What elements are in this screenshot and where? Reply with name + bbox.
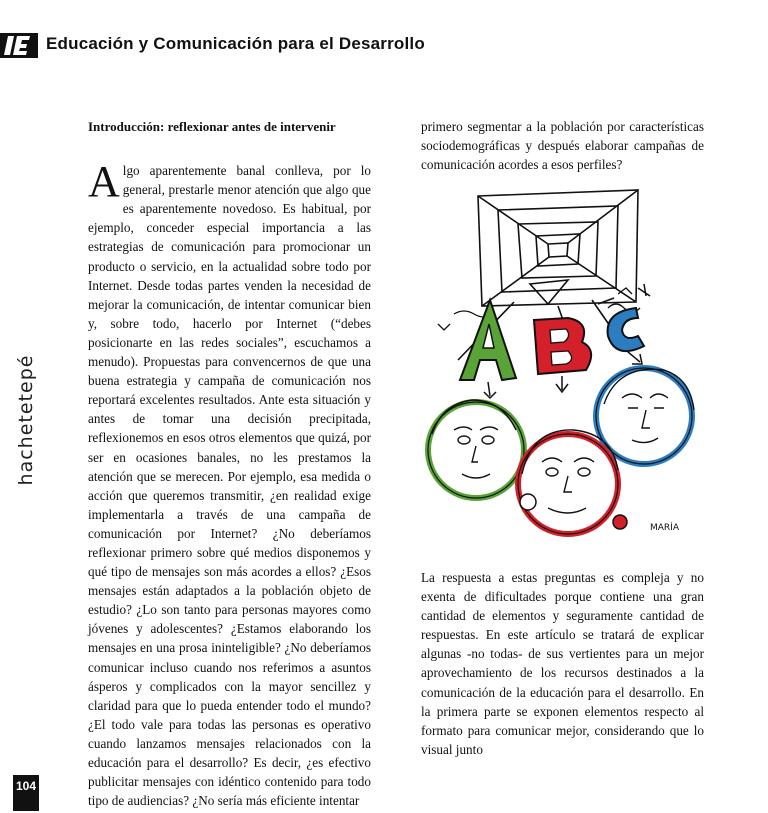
- right-bottom-paragraph: La respuesta a estas preguntas es compleja y no exenta de dificultades porque contiene una gran cantidad de elementos y seguramente cantidad de respuestas. En este artículo se tratará de explicar algunas -no todas- de sus vertientes para un mejor aprovechamiento de los recursos destinados a la comunicación de la educación para el desarrollo. En la primera parte se exponen elementos respecto al formato para comunicar mejor, considerando que lo visual junto: [421, 570, 704, 757]
- side-journal-label: [8, 320, 44, 520]
- side-label-text: hachetetepé: [15, 354, 37, 486]
- header-title: Educación y Comunicación para el Desarrollo: [46, 34, 425, 53]
- journal-logo: [0, 33, 38, 58]
- drop-cap: A: [88, 157, 120, 207]
- intro-paragraph: [88, 157, 371, 810]
- section-title: Introducción: reflexionar antes de intervenir: [88, 119, 336, 134]
- left-column: [88, 117, 371, 810]
- page-header: [0, 33, 768, 59]
- right-column-top: [421, 117, 704, 174]
- right-column-bottom: [421, 568, 704, 759]
- illustration-drawing: [418, 184, 703, 550]
- intro-body: lgo aparentemente banal conlleva, por lo general, prestarle menor atención que algo que es aparentemente novedoso. Es habitual, por ejemplo, conceder especial importancia a las estrategias de comunicación para promocionar un producto o servicio, en la actualidad sobre todo por Internet. Desde todas partes venden la necesidad de mejorar la comunicación, de intentar comunicar bien y, sobre todo, hacerlo por Internet (“debes posicionarte en las redes sociales”, escuchamos a menudo). Propuestas para convencernos de que una buena estrategia y campaña de comunicación nos reportará excelentes resultados. Ante esta situación y antes de tomar una decisión precipitada, reflexionemos en esos otros elementos que quizá, por ser en ocasiones banales, no les prestamos la atención que se merecen. Por ejemplo, esa medida o acción que queremos transmitir, ¿en realidad exige implementarla a través de una campaña de comunicación por Internet? ¿No deberíamos reflexionar primero sobre qué medios disponemos y qué tipo de mensajes son más acordes a ellos? ¿Esos mensajes están adaptados a la población objeto de estudio? ¿Lo son tanto para personas mayores como jóvenes y adolescentes? ¿Estamos elaborando los mensajes en una prosa ininteligible? ¿No deberíamos comunicar incluso cuando nos referimos a asuntos ásperos y complicados con la mayor sencillez y claridad para que lo pueda entender todo el mundo? ¿El todo vale para todas las personas es operativo cuando lanzamos mensajes relacionados con la educación para el desarrollo? Es decir, ¿es efectivo publicitar mensajes con idéntico contenido para todo tipo de audiencias? ¿No sería más eficiente intentar: [88, 163, 371, 809]
- letter-b: [534, 318, 591, 374]
- right-top-paragraph: primero segmentar a la población por características sociodemográficas y después elaborar campañas de comunicación acordes a esos perfiles?: [421, 119, 704, 173]
- abc-illustration: [418, 184, 703, 550]
- illustration-signature: MARÍA: [650, 523, 679, 533]
- page-number: 104: [13, 775, 39, 811]
